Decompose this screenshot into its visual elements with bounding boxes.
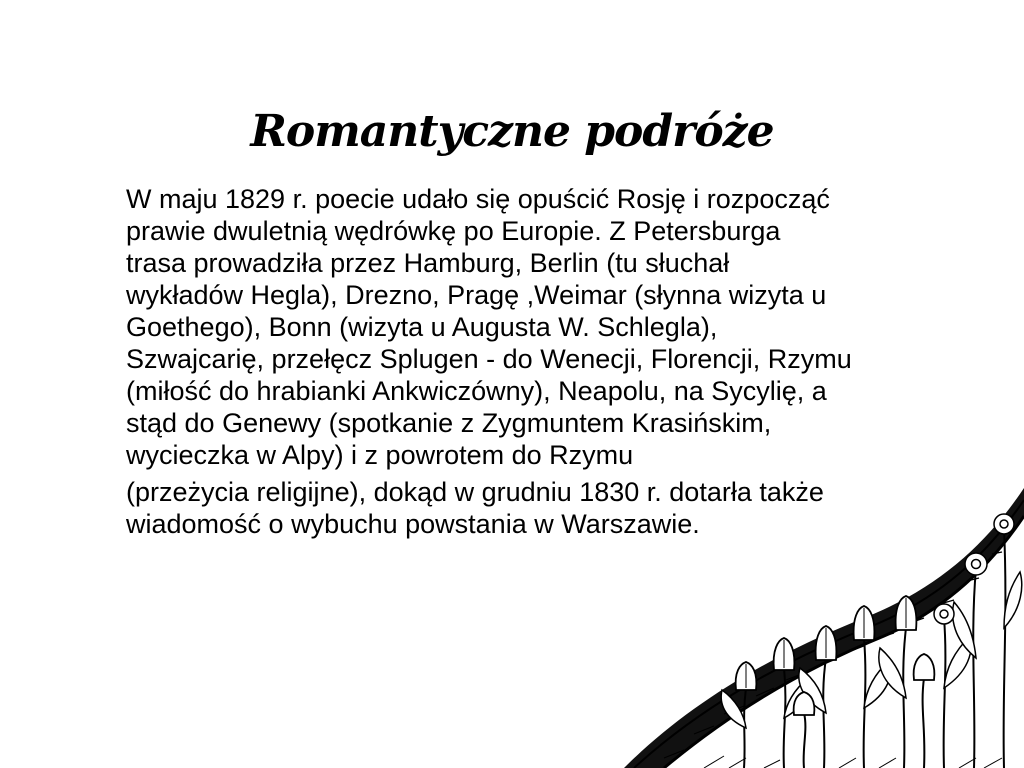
body-paragraph-1: W maju 1829 r. poecie udało się opuścić Rosję i rozpocząć prawie dwuletnią wędrówkę po Europie. Z Petersburga trasa prowadziła przez Hamburg, Berlin (tu słuchał wykładów Hegla), Drezno, Pragę ,Weimar (słynna wizyta u Goethego), Bonn (wizyta u Augusta W. Schlegla), Szwajcarię, przełęcz Splugen - do Wenecji, Florencji, Rzymu (miłość do hrabianki Ankwiczówny), Neapolu, na Sycylię, a stąd do Genewy (spotkanie z Zygmuntem Krasińskim, wycieczka w Alpy) i z powrotem do Rzymu	[126, 184, 852, 470]
body-paragraph-2: (przeżycia religijne), dokąd w grudniu 1830 r. dotarła także wiadomość o wybuchu powstania w Warszawie.	[126, 477, 824, 539]
flower-garden-illustration	[624, 468, 1024, 768]
slide-title: Romantyczne podróże	[250, 106, 774, 157]
